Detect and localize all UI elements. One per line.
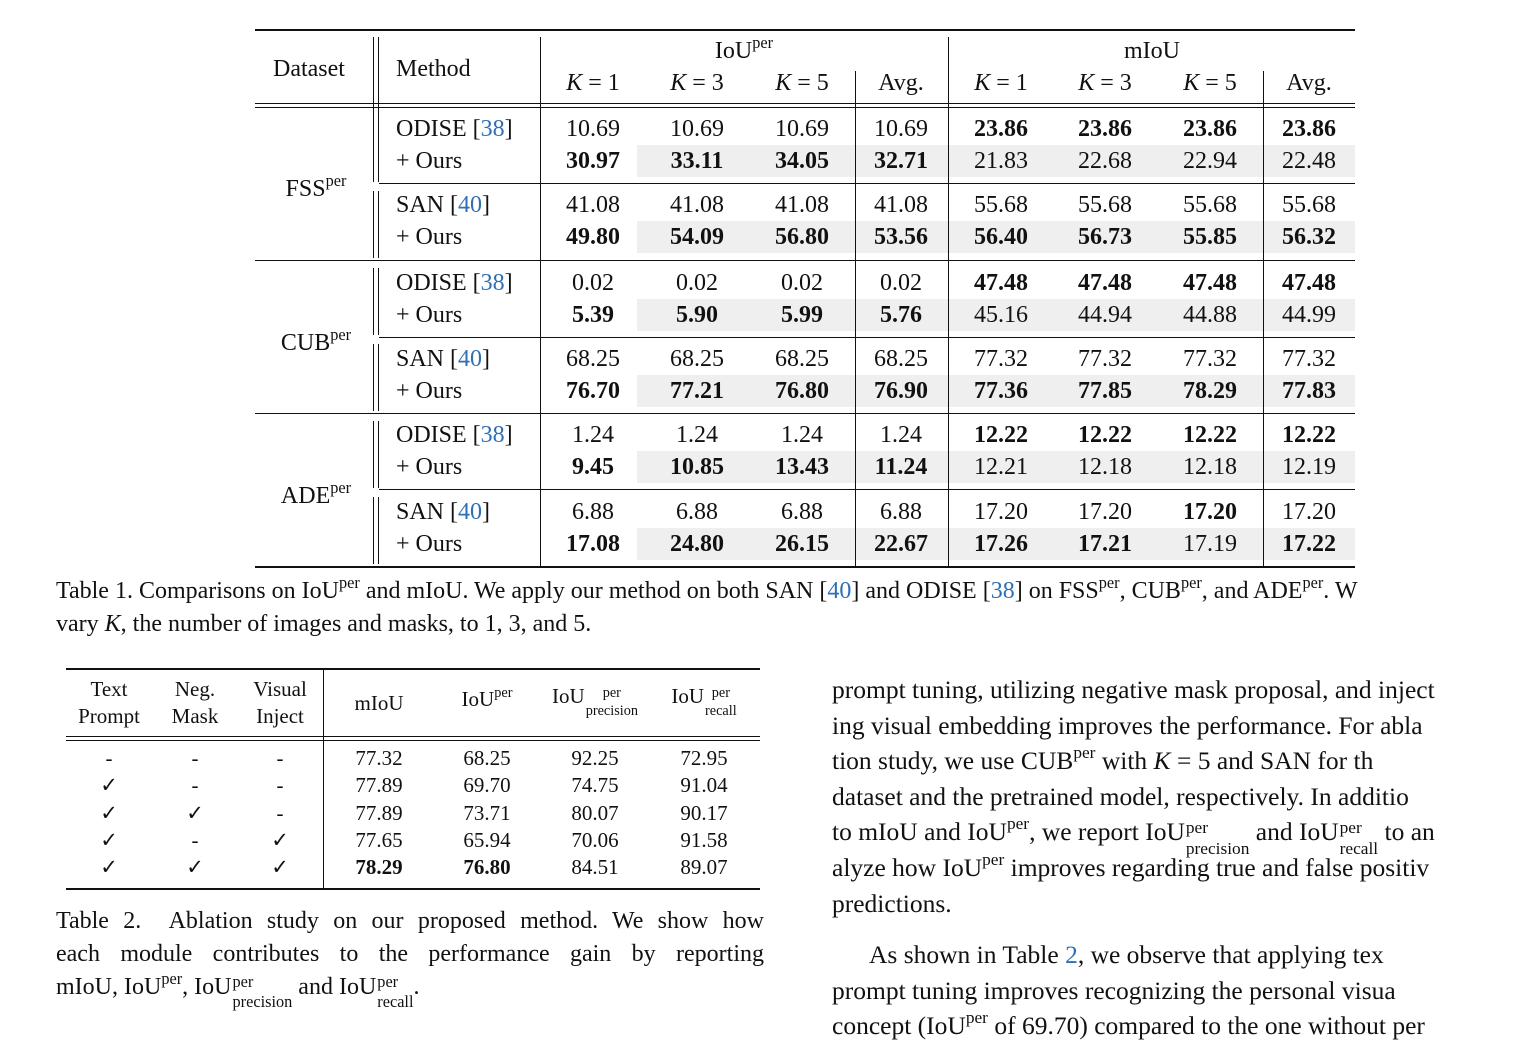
miou-value-cell: 78.29 [1183, 378, 1237, 404]
method-cell: + Ours [396, 302, 463, 328]
table2-caption-line3: mIoU, IoU$^{per}$, IoU per precision and IoU per recall . [56, 968, 420, 1012]
table1-double-vline [378, 268, 379, 335]
miou-value-cell: 47.48 [1183, 270, 1237, 296]
table1-double-vline [378, 421, 379, 488]
checkmark-icon: ✓ [100, 773, 118, 797]
miou-value-cell: 17.22 [1282, 531, 1336, 557]
table-ref-link[interactable]: 2 [1065, 940, 1078, 969]
header-miou: mIoU [1124, 38, 1180, 64]
table1-caption-line2: vary K, the number of images and masks, to 1, 3, and 5. [56, 611, 592, 637]
iou-value-cell: 56.80 [775, 224, 829, 250]
dash-cell: - [191, 828, 199, 852]
miou-value-cell: 12.18 [1183, 454, 1237, 480]
miou-value-cell: 47.48 [1078, 270, 1132, 296]
body-line: ing visual embedding improves the performance. For abla [832, 711, 1423, 740]
table1-double-vline [373, 268, 374, 335]
header-avg: Avg. [1286, 70, 1332, 96]
miou-value-cell: 44.99 [1282, 302, 1336, 328]
miou-value-cell: 55.68 [1183, 192, 1237, 218]
miou-value-cell: 21.83 [974, 148, 1028, 174]
iou-value-cell: 10.69 [874, 116, 928, 142]
table2-top-rule [66, 668, 760, 670]
header-k: K = 3 [1078, 70, 1132, 96]
miou-value-cell: 12.22 [974, 422, 1028, 448]
table2-vline [323, 668, 324, 890]
table1-double-vline [373, 344, 374, 411]
iou-value-cell: 1.24 [676, 422, 718, 448]
miou-value-cell: 12.22 [1078, 422, 1132, 448]
body-line: prompt tuning, utilizing negative mask proposal, and inject [832, 675, 1435, 704]
miou-value-cell: 17.19 [1183, 531, 1237, 557]
table-1 [255, 29, 1355, 568]
header-iou-precision: IoU per precision [552, 684, 638, 719]
table1-double-vline [373, 421, 374, 488]
body-line: predictions. [832, 889, 952, 918]
iou-value-cell: 76.90 [874, 378, 928, 404]
value-cell: 90.17 [680, 801, 728, 825]
miou-value-cell: 56.40 [974, 224, 1028, 250]
value-cell: 78.29 [355, 855, 403, 879]
table1-block-rule-1 [379, 183, 1355, 184]
value-cell: 70.06 [571, 828, 619, 852]
dataset-label-cub: $CUB^{per}$ [280, 324, 352, 356]
iou-value-cell: 13.43 [775, 454, 829, 480]
table2-header-rule-b [66, 740, 760, 741]
iou-value-cell: 32.71 [874, 148, 928, 174]
miou-value-cell: 44.94 [1078, 302, 1132, 328]
method-cell: + Ours [396, 531, 463, 557]
iou-value-cell: 1.24 [781, 422, 823, 448]
method-cell: SAN [40] [396, 499, 491, 525]
method-cell: + Ours [396, 148, 463, 174]
header-avg: Avg. [878, 70, 924, 96]
body-line: to mIoU and IoU$^{per}$, we report IoU per precision and IoU per recall to an [832, 814, 1435, 859]
table1-dataset-rule-1 [255, 260, 1355, 261]
miou-value-cell: 22.94 [1183, 148, 1237, 174]
value-cell: 91.58 [680, 828, 728, 852]
checkmark-icon: ✓ [100, 855, 118, 879]
miou-value-cell: 12.22 [1282, 422, 1336, 448]
table1-double-vline [378, 497, 379, 564]
iou-value-cell: 68.25 [874, 346, 928, 372]
value-cell: 89.07 [680, 855, 728, 879]
checkmark-icon: ✓ [271, 828, 289, 852]
header-text-prompt: Text Prompt [78, 677, 140, 728]
method-cell: SAN [40] [396, 346, 491, 372]
method-cell: ODISE [38] [396, 116, 513, 142]
iou-value-cell: 5.39 [572, 302, 614, 328]
body-line: alyze how IoU$^{per}$ improves regarding true and false positiv [832, 850, 1430, 882]
value-cell: 80.07 [571, 801, 619, 825]
iou-value-cell: 0.02 [880, 270, 922, 296]
iou-value-cell: 1.24 [880, 422, 922, 448]
checkmark-icon: ✓ [100, 801, 118, 825]
citation-link[interactable]: 38 [480, 116, 505, 142]
value-cell: 68.25 [463, 746, 511, 770]
value-cell: 65.94 [463, 828, 511, 852]
table1-header-rule-a [255, 103, 1355, 104]
header-miou: mIoU [354, 691, 404, 715]
miou-value-cell: 17.26 [974, 531, 1028, 557]
value-cell: 77.89 [355, 773, 403, 797]
miou-value-cell: 55.68 [974, 192, 1028, 218]
value-cell: 77.65 [355, 828, 403, 852]
iou-value-cell: 17.08 [566, 531, 620, 557]
header-dataset: Dataset [273, 56, 345, 82]
checkmark-icon: ✓ [100, 828, 118, 852]
miou-value-cell: 12.21 [974, 454, 1028, 480]
iou-value-cell: 49.80 [566, 224, 620, 250]
miou-value-cell: 44.88 [1183, 302, 1237, 328]
table1-dataset-rule-2 [255, 413, 1355, 414]
header-iou-per: IoU$^{per}$ [714, 32, 774, 64]
table1-double-vline [373, 115, 374, 182]
iou-value-cell: 41.08 [775, 192, 829, 218]
iou-value-cell: 76.70 [566, 378, 620, 404]
miou-value-cell: 22.68 [1078, 148, 1132, 174]
dash-cell: - [191, 773, 199, 797]
miou-value-cell: 47.48 [1282, 270, 1336, 296]
table1-double-vline [378, 115, 379, 182]
iou-value-cell: 5.90 [676, 302, 718, 328]
table1-double-vline [378, 344, 379, 411]
miou-value-cell: 56.73 [1078, 224, 1132, 250]
miou-value-cell: 45.16 [974, 302, 1028, 328]
iou-value-cell: 68.25 [566, 346, 620, 372]
dash-cell: - [276, 773, 284, 797]
citation-link[interactable]: 38 [480, 422, 505, 448]
body-line: concept (IoU$^{per}$ of 69.70) compared to the one without per [832, 1008, 1425, 1040]
iou-value-cell: 10.69 [670, 116, 724, 142]
header-k: K = 1 [566, 70, 620, 96]
table1-group-vline [948, 37, 949, 566]
miou-value-cell: 77.36 [974, 378, 1028, 404]
value-cell: 91.04 [680, 773, 728, 797]
body-line: dataset and the pretrained model, respectively. In additio [832, 782, 1409, 811]
iou-value-cell: 24.80 [670, 531, 724, 557]
iou-value-cell: 41.08 [670, 192, 724, 218]
iou-value-cell: 1.24 [572, 422, 614, 448]
iou-value-cell: 10.69 [775, 116, 829, 142]
value-cell: 73.71 [463, 801, 511, 825]
value-cell: 77.89 [355, 801, 403, 825]
miou-value-cell: 77.32 [1078, 346, 1132, 372]
miou-value-cell: 12.18 [1078, 454, 1132, 480]
value-cell: 77.32 [355, 746, 403, 770]
header-method: Method [396, 56, 471, 82]
method-cell: SAN [40] [396, 192, 491, 218]
iou-value-cell: 6.88 [781, 499, 823, 525]
iou-value-cell: 76.80 [775, 378, 829, 404]
miou-value-cell: 77.32 [974, 346, 1028, 372]
citation-link[interactable]: 40 [458, 192, 483, 218]
value-cell: 76.80 [463, 855, 511, 879]
miou-value-cell: 55.68 [1282, 192, 1336, 218]
miou-value-cell: 23.86 [1183, 116, 1237, 142]
value-cell: 72.95 [680, 746, 728, 770]
citation-link[interactable]: 40 [458, 346, 483, 372]
value-cell: 84.51 [571, 855, 619, 879]
table1-double-vline [378, 191, 379, 258]
table2-bottom-rule [66, 888, 760, 890]
iou-value-cell: 33.11 [670, 148, 724, 174]
iou-value-cell: 41.08 [566, 192, 620, 218]
dash-cell: - [276, 746, 284, 770]
header-iou-per: IoU$^{per}$ [461, 685, 513, 711]
iou-value-cell: 34.05 [775, 148, 829, 174]
table1-header-rule-b [255, 107, 1355, 108]
table1-top-rule [255, 29, 1355, 31]
table1-avg-vline [1263, 71, 1264, 566]
citation-link[interactable]: 38 [480, 270, 505, 296]
iou-value-cell: 0.02 [676, 270, 718, 296]
miou-value-cell: 77.83 [1282, 378, 1336, 404]
dash-cell: - [191, 746, 199, 770]
miou-value-cell: 17.20 [1183, 499, 1237, 525]
value-cell: 92.25 [571, 746, 619, 770]
header-visual-inject: Visual Inject [253, 677, 307, 728]
table1-caption: Table 1. Comparisons on IoU$^{per}$ and mIoU. We apply our method on both SAN [40] and ODISE [38] on $FSS^{per}$, $CUB^{per}$, and $ADE^{per}$. W [56, 572, 1358, 604]
iou-value-cell: 53.56 [874, 224, 928, 250]
iou-value-cell: 11.24 [874, 454, 928, 480]
method-cell: + Ours [396, 454, 463, 480]
iou-value-cell: 9.45 [572, 454, 614, 480]
miou-value-cell: 12.19 [1282, 454, 1336, 480]
header-k: K = 1 [974, 70, 1028, 96]
iou-value-cell: 68.25 [670, 346, 724, 372]
miou-value-cell: 17.20 [1078, 499, 1132, 525]
miou-value-cell: 77.32 [1183, 346, 1237, 372]
iou-value-cell: 6.88 [880, 499, 922, 525]
iou-value-cell: 10.85 [670, 454, 724, 480]
iou-value-cell: 6.88 [676, 499, 718, 525]
header-k: K = 3 [670, 70, 724, 96]
miou-value-cell: 47.48 [974, 270, 1028, 296]
miou-value-cell: 17.20 [974, 499, 1028, 525]
value-cell: 74.75 [571, 773, 619, 797]
citation-link[interactable]: 40 [458, 499, 483, 525]
iou-value-cell: 0.02 [572, 270, 614, 296]
iou-value-cell: 22.67 [874, 531, 928, 557]
header-iou-recall: IoU per recall [671, 684, 737, 719]
checkmark-icon: ✓ [271, 855, 289, 879]
dataset-label-fss: $FSS^{per}$ [285, 170, 347, 202]
iou-value-cell: 5.76 [880, 302, 922, 328]
table1-block-rule-3 [379, 489, 1355, 490]
iou-value-cell: 30.97 [566, 148, 620, 174]
iou-value-cell: 0.02 [781, 270, 823, 296]
header-k: K = 5 [775, 70, 829, 96]
table2-header-rule-a [66, 736, 760, 737]
body-line: As shown in Table 2, we observe that applying tex [869, 940, 1384, 969]
method-cell: + Ours [396, 378, 463, 404]
miou-value-cell: 17.20 [1282, 499, 1336, 525]
method-cell: ODISE [38] [396, 422, 513, 448]
body-line: prompt tuning improves recognizing the personal visua [832, 976, 1396, 1005]
table1-block-rule-2 [379, 337, 1355, 338]
table1-method-vline [540, 37, 541, 566]
dash-cell: - [105, 746, 113, 770]
miou-value-cell: 22.48 [1282, 148, 1336, 174]
miou-value-cell: 12.22 [1183, 422, 1237, 448]
iou-value-cell: 77.21 [670, 378, 724, 404]
dash-cell: - [276, 801, 284, 825]
miou-value-cell: 17.21 [1078, 531, 1132, 557]
header-neg-mask: Neg. Mask [171, 677, 219, 728]
value-cell: 69.70 [463, 773, 511, 797]
table1-avg-vline [855, 71, 856, 566]
iou-value-cell: 5.99 [781, 302, 823, 328]
iou-value-cell: 68.25 [775, 346, 829, 372]
checkmark-icon: ✓ [186, 801, 204, 825]
checkmark-icon: ✓ [186, 855, 204, 879]
miou-value-cell: 23.86 [974, 116, 1028, 142]
iou-value-cell: 26.15 [775, 531, 829, 557]
miou-value-cell: 77.85 [1078, 378, 1132, 404]
miou-value-cell: 55.85 [1183, 224, 1237, 250]
table1-double-vline [373, 191, 374, 258]
miou-value-cell: 55.68 [1078, 192, 1132, 218]
dataset-label-ade: $ADE^{per}$ [280, 477, 352, 509]
iou-value-cell: 54.09 [670, 224, 724, 250]
iou-value-cell: 10.69 [566, 116, 620, 142]
table1-bottom-rule [255, 566, 1355, 568]
iou-value-cell: 41.08 [874, 192, 928, 218]
table-2 [66, 668, 760, 890]
miou-value-cell: 77.32 [1282, 346, 1336, 372]
miou-value-cell: 23.86 [1282, 116, 1336, 142]
table1-double-vline [373, 497, 374, 564]
table2-caption-line2: each module contributes to the performance gain by reporting [56, 941, 764, 967]
table2-caption-line1: Table 2. Ablation study on our proposed method. We show how [56, 908, 764, 934]
header-k: K = 5 [1183, 70, 1237, 96]
body-line: tion study, we use $CUB^{per}$ with K = 5 and SAN for th [832, 743, 1374, 775]
miou-value-cell: 56.32 [1282, 224, 1336, 250]
method-cell: + Ours [396, 224, 463, 250]
miou-value-cell: 23.86 [1078, 116, 1132, 142]
iou-value-cell: 6.88 [572, 499, 614, 525]
method-cell: ODISE [38] [396, 270, 513, 296]
